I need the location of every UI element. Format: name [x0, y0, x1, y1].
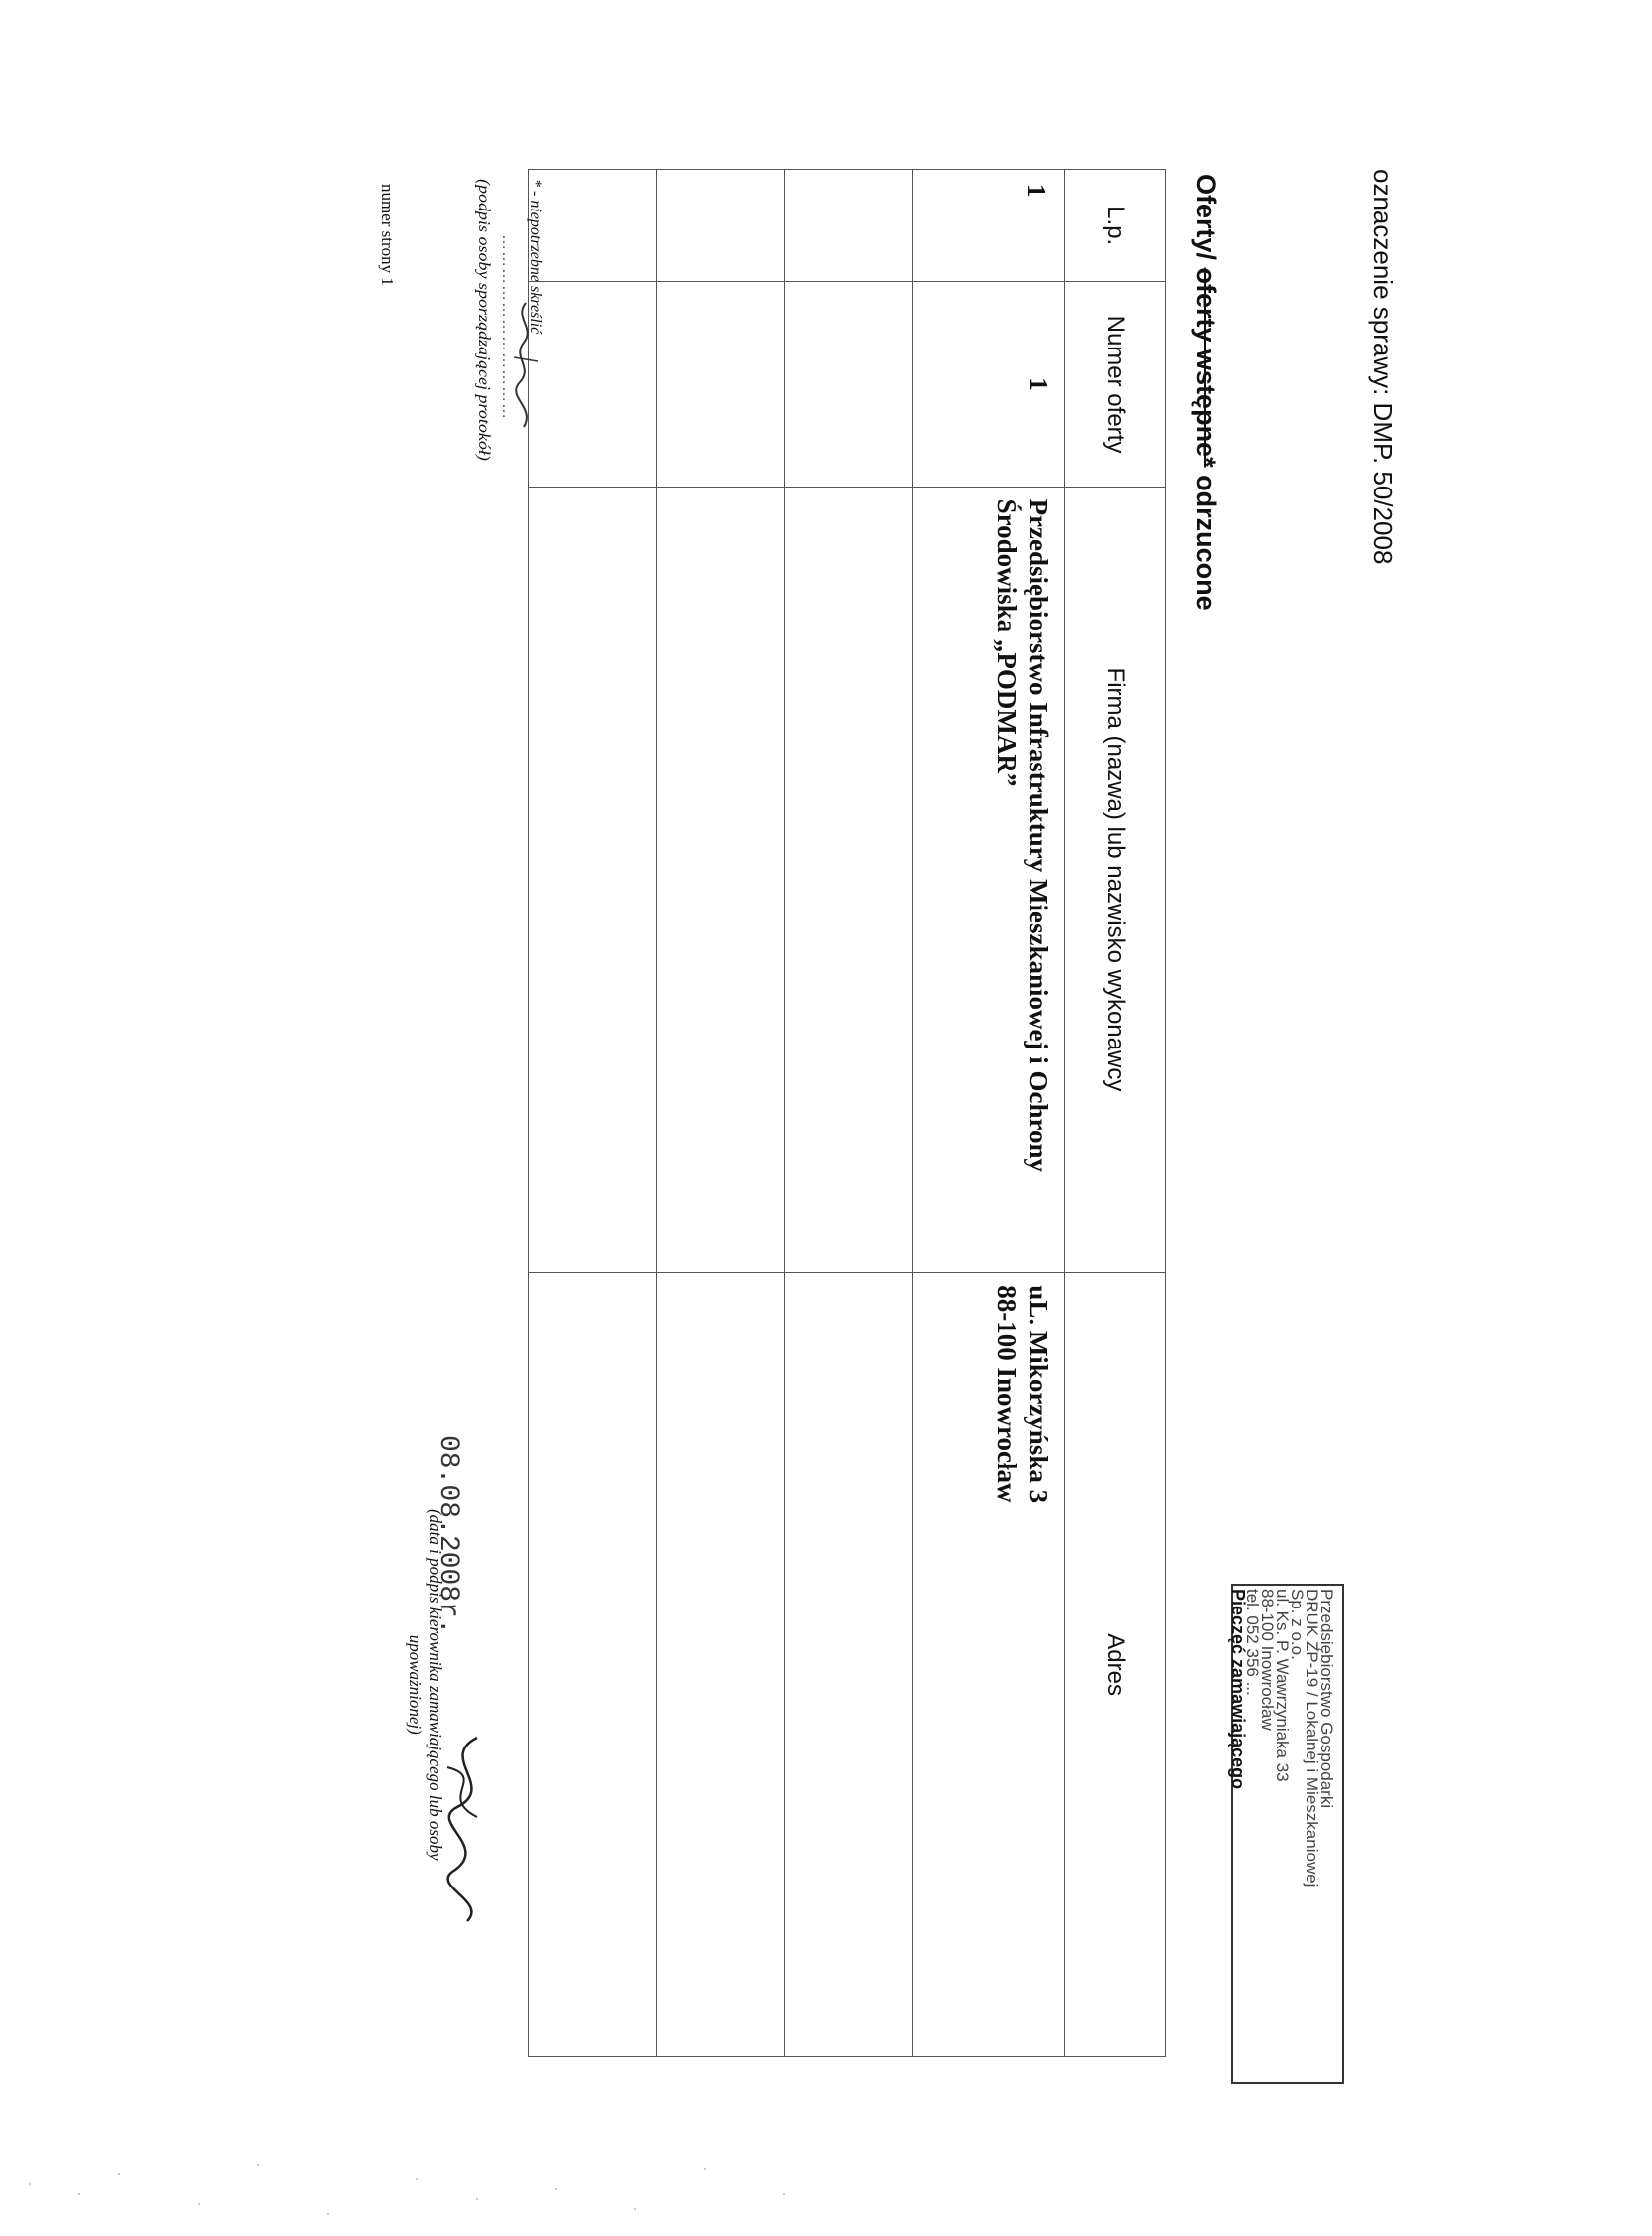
stamp-caption: Pieczęć zamawiającego [1228, 1589, 1248, 1790]
stamp-line-1: Przedsiębiorstwo Gospodarki [1317, 1589, 1336, 1809]
header-firm: Firma (nazwa) lub nazwisko wykonawcy [1065, 487, 1166, 1273]
table-header-row [1065, 170, 1166, 2057]
stamp-line-5: 88-100 Inowrocław [1258, 1589, 1277, 1731]
right-caption-line2: upoważnionej) [406, 1634, 425, 1735]
row-firm-name: Przedsiębiorstwo Infrastruktury Mieszkaniowej i Ochrony Środowiska „PODMAR” [913, 487, 1065, 1273]
company-stamp-text [1230, 1589, 1334, 1887]
row-address [785, 1273, 913, 2057]
row-offer-number [529, 282, 657, 487]
section-title [1190, 174, 1221, 611]
page-number: numer strony 1 [378, 184, 397, 286]
row-address-line2: 88-100 Inowrocław [992, 1285, 1022, 1503]
header-offer-number: Numer oferty [1065, 282, 1166, 487]
table-row [785, 170, 913, 2057]
row-lp: 1 [913, 170, 1065, 282]
stamp-line-4: ul. Ks. P. Wawrzyniaka 33 [1273, 1589, 1292, 1782]
row-offer-number: 1 [913, 282, 1065, 487]
row-address [657, 1273, 785, 2057]
row-offer-number [657, 282, 785, 487]
section-title-struck: oferty wstępne* [1191, 267, 1221, 468]
left-signature-caption: (podpis osoby sporządzającej protokół) [475, 179, 494, 461]
row-offer-number [785, 282, 913, 487]
left-signature-scribble [506, 298, 546, 437]
stamp-line-3: Sp. z o.o. [1288, 1589, 1307, 1660]
stamp-line-2: DRUK ZP-19 / Lokalnej i Mieszkaniowej [1303, 1589, 1321, 1887]
row-firm-name [529, 487, 657, 1273]
table-row [913, 170, 1065, 2057]
stamp-line-6: tel. 052 356 ... [1243, 1589, 1262, 1696]
table-row [529, 170, 657, 2057]
section-title-part2: odrzucone [1191, 467, 1221, 611]
table-row [657, 170, 785, 2057]
row-address-line1: uL. Mikorzyńska 3 [1024, 1285, 1053, 1504]
row-address [913, 1273, 1065, 2057]
header-address: Adres [1065, 1273, 1166, 2057]
scan-noise [0, 2125, 1652, 2236]
row-lp [529, 170, 657, 282]
row-address [529, 1273, 657, 2057]
case-number-label: oznaczenie sprawy: DMP. 50/2008 [1368, 169, 1398, 565]
row-lp [785, 170, 913, 282]
right-caption-line1: (data i podpis kierownika zamawiającego lub osoby [426, 1509, 445, 1861]
row-lp [657, 170, 785, 282]
handwritten-date: 08.08.2008r. [432, 1435, 463, 1635]
rejected-offers-table-wrapper [556, 169, 1166, 2057]
signature-dots-line: …………………………… [499, 234, 516, 420]
right-signature-caption [405, 1509, 445, 1861]
footnote: * - niepotrzebne skreślić [527, 179, 544, 335]
row-firm-name [657, 487, 785, 1273]
section-title-part1: Oferty/ [1191, 174, 1221, 268]
header-lp: L.p. [1065, 170, 1166, 282]
row-firm-name [785, 487, 913, 1273]
rejected-offers-table [528, 169, 1166, 2057]
